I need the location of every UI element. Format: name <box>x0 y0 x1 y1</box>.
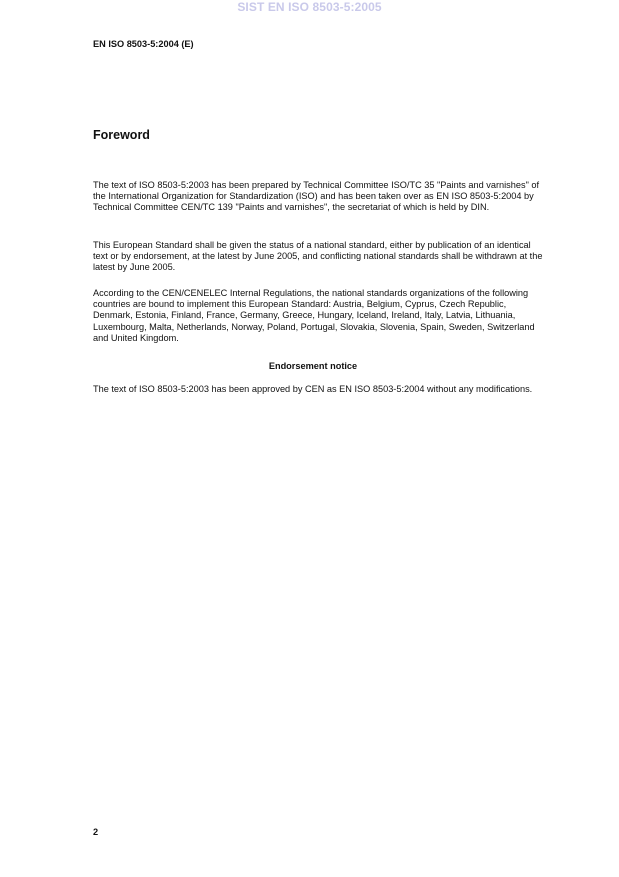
foreword-paragraph-2-text: This European Standard shall be given the status of a national standard, either by publication of an identical text or by endorsement, at the latest by June 2005, and conflicting national standards shall be withdrawn at the latest by June 2005. <box>93 240 543 273</box>
watermark-standard-id: SIST EN ISO 8503-5:2005 <box>237 0 382 14</box>
endorsement-notice-body <box>93 384 545 395</box>
page-number: 2 <box>93 827 99 837</box>
foreword-paragraph-1 <box>93 180 545 214</box>
foreword-paragraph-3 <box>93 288 545 344</box>
document-id-header: EN ISO 8503-5:2004 (E) <box>93 39 194 49</box>
foreword-paragraph-3-text: According to the CEN/CENELEC Internal Regulations, the national standards organizations of the following countries are bound to implement this European Standard: Austria, Belgium, Cyprus, Czech Republic, Denmark, Estonia, Finland, France, Germany, Greece, Hungary, Iceland, Ireland, Italy, Latvia, Lithuania, Luxembourg, Malta, Netherlands, Norway, Poland, Portugal, Slovakia, Slovenia, Spain, Sweden, Switzerland and United Kingdom. <box>93 288 535 343</box>
endorsement-notice-text: The text of ISO 8503-5:2003 has been approved by CEN as EN ISO 8503-5:2004 without any modifications. <box>93 384 533 394</box>
foreword-paragraph-1-text: The text of ISO 8503-5:2003 has been prepared by Technical Committee ISO/TC 35 "Paints and varnishes" of the International Organization for Standardization (ISO) and has been taken over as EN ISO 8503-5:2004 by Technical Committee CEN/TC 139 "Paints and varnishes", the secretariat of which is held by DIN. <box>93 180 540 213</box>
endorsement-notice-title: Endorsement notice <box>268 361 358 371</box>
foreword-title: Foreword <box>93 128 150 142</box>
foreword-paragraph-2 <box>93 240 545 274</box>
